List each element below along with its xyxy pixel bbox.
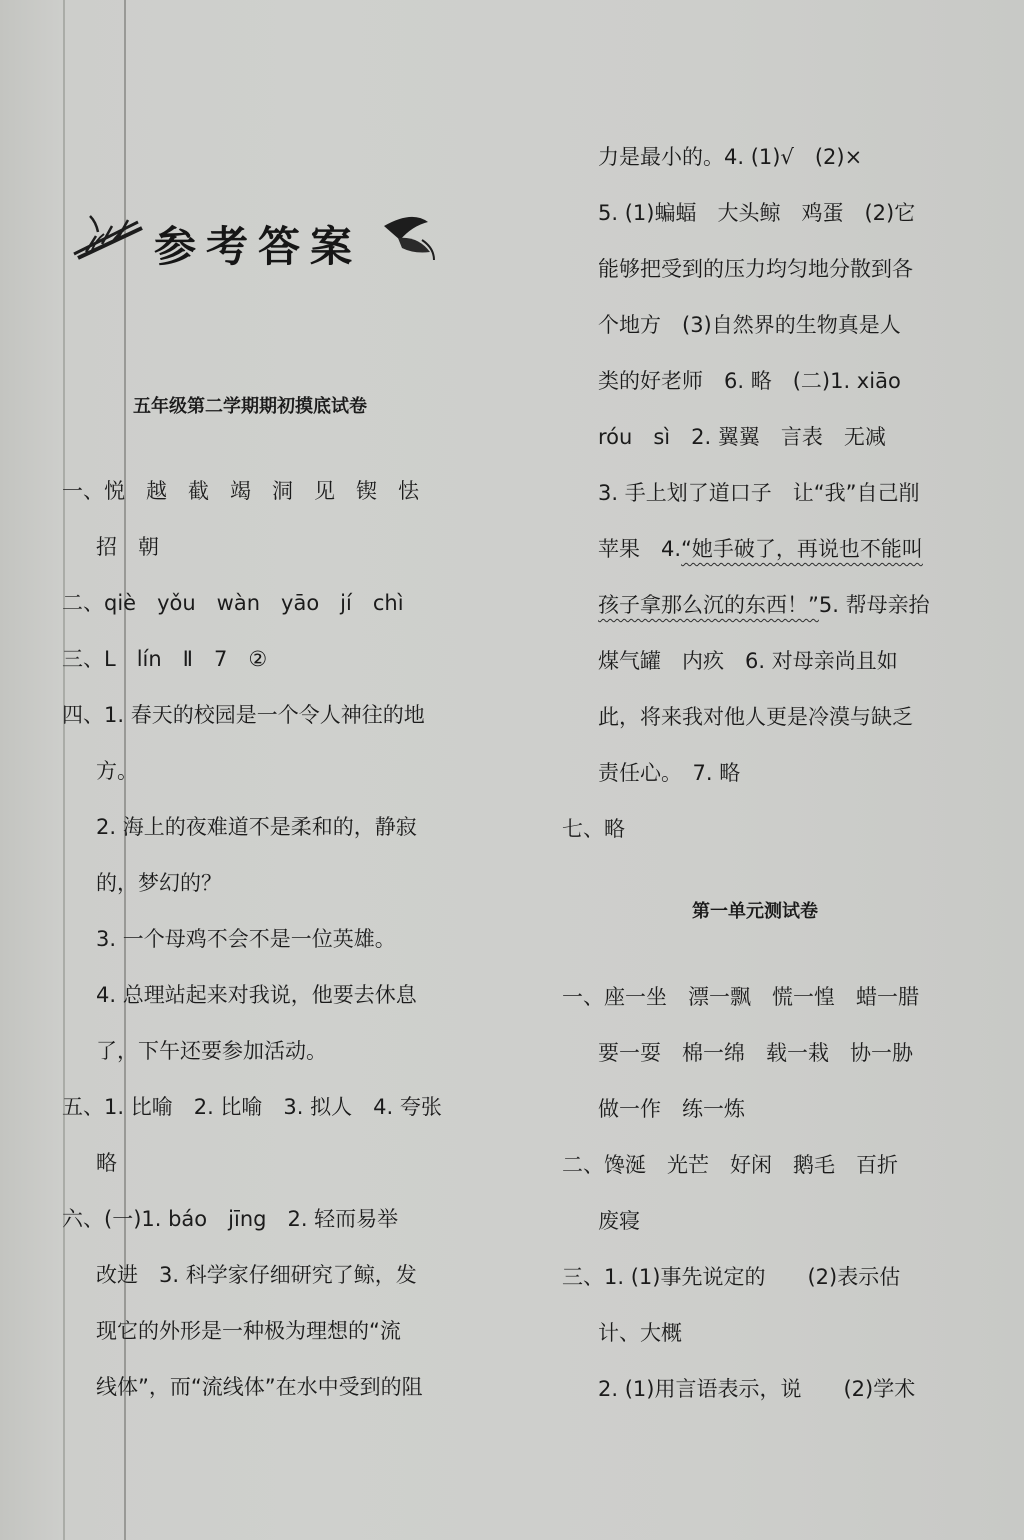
answer-line: 废寝 [598,1209,640,1233]
section-title-midterm: 五年级第二学期期初摸底试卷 [133,396,367,417]
answer-line: 3. 一个母鸡不会不是一位英雄。 [96,927,396,951]
answer-line: 个地方 (3)自然界的生物真是人 [598,313,901,337]
answer-line: 现它的外形是一种极为理想的“流 [96,1319,401,1343]
answer-line: 一、座一坐 漂一飘 慌一惶 蜡一腊 [562,985,919,1009]
answer-line: róu sì 2. 翼翼 言表 无减 [598,425,886,449]
answer-line: 三、1. (1)事先说定的 (2)表示估 [562,1265,901,1289]
answer-line: 二、馋涎 光芒 好闲 鹅毛 百折 [562,1153,898,1177]
answer-line: 四、1. 春天的校园是一个令人神往的地 [62,703,425,727]
answer-line: 3. 手上划了道口子 让“我”自己削 [598,481,920,505]
title-banner [72,196,452,274]
answer-line: 4. 总理站起来对我说，他要去休息 [96,983,417,1007]
answer-line: 招 朝 [96,535,159,559]
answer-line: 5. (1)蝙蝠 大头鲸 鸡蛋 (2)它 [598,201,916,225]
answer-line: 六、(一)1. báo jīng 2. 轻而易举 [62,1207,399,1231]
answer-line [598,590,930,620]
answer-line [598,534,923,564]
answer-line: 要一耍 棉一绵 载一栽 协一胁 [598,1041,913,1065]
answer-line: 改进 3. 科学家仔细研究了鲸，发 [96,1263,417,1287]
answer-line: 了，下午还要参加活动。 [96,1039,327,1063]
answer-line: 七、略 [562,817,625,841]
answer-line: 线体”，而“流线体”在水中受到的阻 [96,1375,423,1399]
answer-line: 计、大概 [598,1321,682,1345]
answer-text: 5. 帮母亲抬 [818,593,930,617]
underlined-quote: “她手破了，再说也不能叫 [681,537,923,561]
answer-line: 责任心。 7. 略 [598,761,741,785]
answer-line: 三、L lín Ⅱ 7 ② [62,647,268,671]
answer-line: 2. (1)用言语表示，说 (2)学术 [598,1377,916,1401]
page-edge-line [63,0,65,1540]
answer-line: 二、qiè yǒu wàn yāo jí chì [62,591,404,615]
section-title-unit1: 第一单元测试卷 [692,901,818,922]
answer-line: 做一作 练一炼 [598,1097,745,1121]
answer-text: 苹果 4. [598,537,682,561]
answer-line: 的，梦幻的？ [96,871,222,895]
answer-line: 煤气罐 内疚 6. 对母亲尚且如 [598,649,898,673]
answer-line: 略 [96,1151,117,1175]
page-title: 参考答案 [154,222,363,271]
answer-line: 能够把受到的压力均匀地分散到各 [598,257,913,281]
answer-line: 类的好老师 6. 略 (二)1. xiāo [598,369,901,393]
underlined-quote: 孩子拿那么沉的东西！” [598,593,819,617]
answer-line: 此，将来我对他人更是冷漠与缺乏 [598,705,913,729]
answer-line: 五、1. 比喻 2. 比喻 3. 拟人 4. 夸张 [62,1095,442,1119]
answer-line: 力是最小的。4. (1)√ (2)× [598,145,863,169]
answer-line: 方。 [96,759,138,783]
answer-line: 2. 海上的夜难道不是柔和的，静寂 [96,815,417,839]
answer-line: 一、悦 越 截 竭 洞 见 锲 怯 [62,479,419,503]
